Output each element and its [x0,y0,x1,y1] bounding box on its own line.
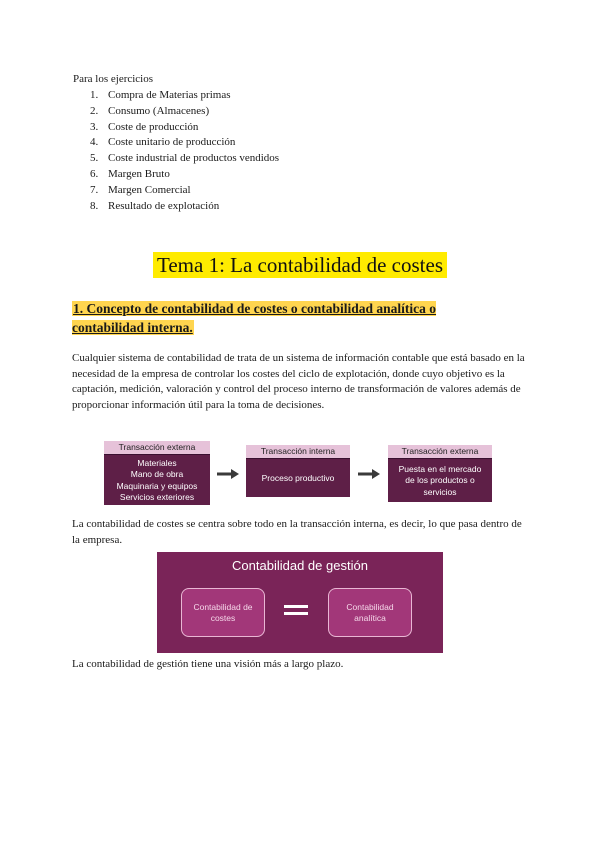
list-text: Consumo (Almacenes) [108,104,210,117]
flow-box-external-output [388,445,492,502]
flow-box-body [104,455,210,506]
flow-line: Mano de obra [130,469,184,479]
section-heading [72,299,472,337]
flow-line: servicios [423,486,457,497]
flow-line: Proceso productivo [261,472,335,483]
list-number: 5. [90,152,99,165]
paragraph-gestion: La contabilidad de gestión tiene una visión más a largo plazo. [72,658,344,670]
list-number: 4. [90,136,99,149]
list-item [90,88,279,104]
intro-text: Para los ejercicios [73,73,154,85]
list-text: Margen Bruto [108,167,170,180]
list-number: 3. [90,120,99,133]
list-item [90,167,279,183]
flow-box-body [246,459,350,498]
list-number: 1. [90,89,99,101]
gestion-box-line: Contabilidad de [193,601,253,612]
flow-line: Puesta en el mercado [398,463,482,474]
right-arrow-icon [217,469,239,479]
gestion-box-analitica [328,588,412,637]
page-title: Tema 1: La contabilidad de costes [153,252,447,278]
flow-line: Materiales [137,457,177,468]
title-wrapper [0,252,600,278]
gestion-box-costes [181,588,265,637]
flow-box-header: Transacción interna [246,445,350,459]
section-heading-text: 1. Concepto de contabilidad de costes o contabilidad analítica o contabilidad interna. [72,301,437,335]
list-number: 8. [90,199,99,212]
list-text: Resultado de explotación [108,199,220,212]
gestion-box-line: costes [210,612,236,623]
equals-icon [284,605,308,619]
flow-line: Maquinaria y equipos [116,480,198,491]
flow-box-external-inputs [104,441,210,505]
list-item [90,104,279,120]
flow-box-body [388,459,492,503]
flow-line: de los productos o [405,475,475,486]
flow-box-header: Transacción externa [104,441,210,455]
gestion-box-line: Contabilidad [346,601,394,612]
list-item [90,135,279,151]
exercise-list [90,88,279,214]
flow-line: Servicios exteriores [119,492,195,502]
paragraph-internal-focus: La contabilidad de costes se centra sobre todo en la transacción interna, es decir, lo que pasa dentro de la empresa. [72,518,522,546]
list-text: Coste industrial de productos vendidos [108,152,280,165]
list-text: Compra de Materias primas [108,89,231,101]
list-text: Margen Comercial [108,183,191,196]
right-arrow-icon [358,469,380,479]
list-text: Coste unitario de producción [108,136,236,149]
list-item [90,151,279,167]
flow-box-internal [246,445,350,497]
list-number: 7. [90,183,99,196]
list-item [90,120,279,136]
list-text: Coste de producción [108,120,199,133]
list-number: 2. [90,104,99,117]
gestion-diagram [157,552,443,653]
gestion-title: Contabilidad de gestión [232,558,368,573]
list-number: 6. [90,167,99,180]
flow-box-header: Transacción externa [388,445,492,459]
list-item [90,199,279,215]
list-item [90,183,279,199]
paragraph-definition: Cualquier sistema de contabilidad de trata de un sistema de información contable que está basado en la necesidad de la empresa de controlar los costes del ciclo de explotación, donde cuyo objetivo es la captación, medición, valoración y control del proceso interno de transformación de valores además de proporcionar información útil para la toma de decisiones. [72,352,525,411]
gestion-box-line: analítica [354,612,386,623]
